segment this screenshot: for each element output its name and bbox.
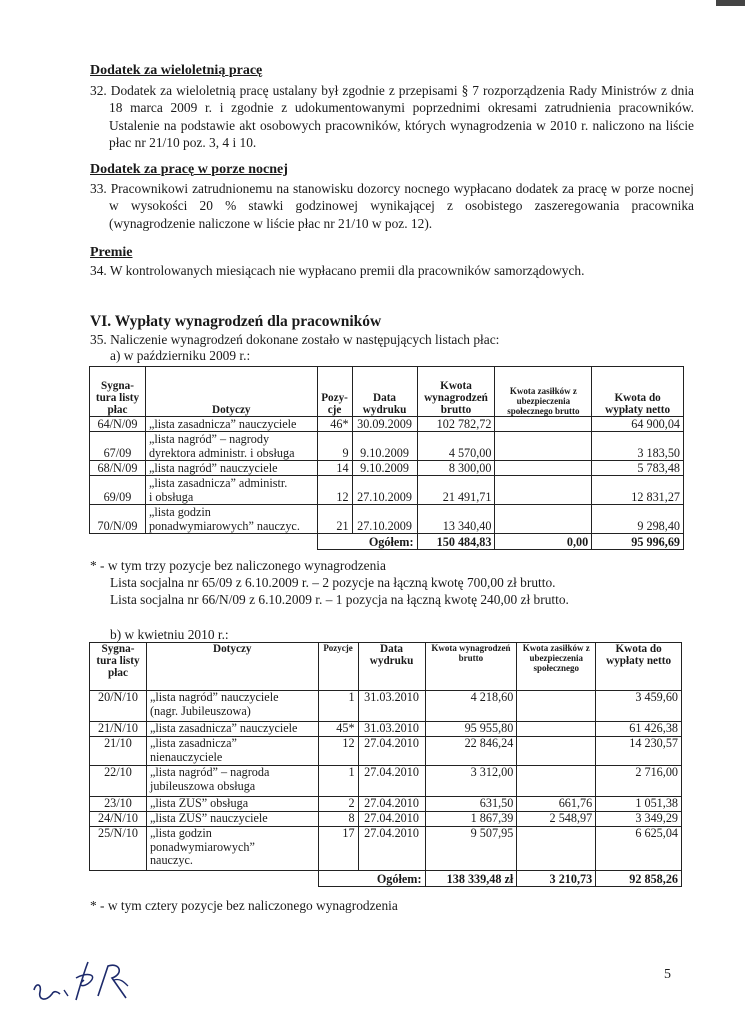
cell-zasilki: 2 548,97 — [517, 812, 596, 827]
cell-zasilki — [517, 737, 596, 766]
cell-brutto: 1 867,39 — [425, 812, 517, 827]
cell-netto: 14 230,57 — [596, 737, 682, 766]
paragraph-33: 33. Pracownikowi zatrudnionemu na stanowisku dozorcy nocnego wypłacano dodatek za pracę w porze nocnej w wysokości 20 % stawki godzinowej wynikającej z osobistego zaszeregowania pracownika (wynagrodzenie naliczone w liście płac nr 21/10 w poz. 12). — [90, 181, 694, 231]
cell-dotyczy: „lista nagród” – nagrody dyrektora administr. i obsługa — [145, 432, 317, 461]
cell-netto: 5 783,48 — [592, 461, 684, 476]
cell-netto: 3 459,60 — [596, 691, 682, 722]
cell-data: 9.10.2009 — [352, 432, 417, 461]
cell-sygnatura: 67/09 — [90, 432, 146, 461]
cell-data: 27.04.2010 — [358, 766, 425, 797]
cell-data: 30.09.2009 — [352, 417, 417, 432]
cell-sygnatura: 21/N/10 — [90, 722, 147, 737]
cell-brutto: 4 570,00 — [417, 432, 495, 461]
cell-brutto: 3 312,00 — [425, 766, 517, 797]
payroll-table-april-2010 — [89, 642, 682, 887]
cell-dotyczy: „lista ZUS” nauczyciele — [146, 812, 318, 827]
cell-sygnatura: 24/N/10 — [90, 812, 147, 827]
total-zasilki: 3 210,73 — [517, 871, 596, 887]
table-row — [90, 812, 682, 827]
social-list-note-1: Lista socjalna nr 65/09 z 6.10.2009 r. – 2 pozycje na łączną kwotę 700,00 zł brutto. — [110, 575, 556, 590]
col-header-kwota-brutto: Kwota wynagrodzeń brutto — [417, 367, 495, 417]
paragraph-34: 34. W kontrolowanych miesiącach nie wypłacano premii dla pracowników samorządowych. — [90, 263, 585, 278]
cell-data: 31.03.2010 — [358, 691, 425, 722]
cell-brutto: 13 340,40 — [417, 505, 495, 534]
cell-sygnatura: 68/N/09 — [90, 461, 146, 476]
cell-zasilki — [517, 691, 596, 722]
table-row — [90, 722, 682, 737]
cell-zasilki — [495, 432, 592, 461]
cell-data: 31.03.2010 — [358, 722, 425, 737]
page-number: 5 — [664, 967, 671, 982]
cell-dotyczy: „lista zasadnicza” nauczyciele — [145, 417, 317, 432]
cell-sygnatura: 70/N/09 — [90, 505, 146, 534]
section-vi-title: VI. Wypłaty wynagrodzeń dla pracowników — [90, 313, 382, 330]
col-header-sygnatura: Sygna- tura listy płac — [90, 643, 147, 691]
cell-pozycje: 9 — [317, 432, 352, 461]
cell-netto: 3 183,50 — [592, 432, 684, 461]
cell-pozycje: 12 — [318, 737, 358, 766]
col-header-pozycje: Pozycje — [318, 643, 358, 691]
cell-dotyczy: „lista zasadnicza” nienauczyciele — [146, 737, 318, 766]
total-label: Ogółem: — [318, 871, 425, 887]
table-row — [90, 737, 682, 766]
cell-sygnatura: 20/N/10 — [90, 691, 147, 722]
total-zasilki: 0,00 — [495, 534, 592, 550]
cell-netto: 12 831,27 — [592, 476, 684, 505]
cell-sygnatura: 21/10 — [90, 737, 147, 766]
cell-dotyczy: „lista godzin ponadwymiarowych” nauczyc. — [146, 827, 318, 871]
cell-pozycje: 12 — [317, 476, 352, 505]
cell-pozycje: 8 — [318, 812, 358, 827]
cell-dotyczy: „lista godzin ponadwymiarowych” nauczyc. — [145, 505, 317, 534]
col-header-kwota-brutto: Kwota wynagrodzeń brutto — [425, 643, 517, 691]
cell-pozycje: 21 — [317, 505, 352, 534]
cell-pozycje: 45* — [318, 722, 358, 737]
scan-edge-mark — [716, 0, 745, 6]
total-netto: 95 996,69 — [592, 534, 684, 550]
cell-sygnatura: 23/10 — [90, 797, 147, 812]
col-header-zasilki: Kwota zasiłków z ubezpieczenia społecznego brutto — [495, 367, 592, 417]
cell-netto: 6 625,04 — [596, 827, 682, 871]
cell-dotyczy: „lista nagród” nauczyciele — [145, 461, 317, 476]
heading-premie: Premie — [90, 245, 133, 260]
cell-zasilki — [517, 722, 596, 737]
cell-dotyczy: „lista nagród” nauczyciele (nagr. Jubileuszowa) — [146, 691, 318, 722]
cell-brutto: 21 491,71 — [417, 476, 495, 505]
social-list-note-2: Lista socjalna nr 66/N/09 z 6.10.2009 r. – 1 pozycja na łączną kwotę 240,00 zł brutto. — [110, 592, 569, 607]
cell-brutto: 8 300,00 — [417, 461, 495, 476]
cell-zasilki — [517, 827, 596, 871]
total-label: Ogółem: — [317, 534, 417, 550]
cell-brutto: 102 782,72 — [417, 417, 495, 432]
heading-dodatek-nocny: Dodatek za pracę w porze nocnej — [90, 162, 288, 177]
cell-zasilki: 661,76 — [517, 797, 596, 812]
subsection-b-label: b) w kwietniu 2010 r.: — [110, 627, 229, 642]
cell-brutto: 9 507,95 — [425, 827, 517, 871]
cell-netto: 1 051,38 — [596, 797, 682, 812]
table-row — [90, 417, 684, 432]
col-header-zasilki: Kwota zasiłków z ubezpieczenia społecznego — [517, 643, 596, 691]
cell-pozycje: 14 — [317, 461, 352, 476]
cell-netto: 2 716,00 — [596, 766, 682, 797]
table-row — [90, 797, 682, 812]
cell-netto: 9 298,40 — [592, 505, 684, 534]
cell-netto: 64 900,04 — [592, 417, 684, 432]
col-header-pozycje: Pozy- cje — [317, 367, 352, 417]
col-header-netto: Kwota do wypłaty netto — [596, 643, 682, 691]
cell-pozycje: 46* — [317, 417, 352, 432]
table-row — [90, 461, 684, 476]
table-a-footnote: * - w tym trzy pozycje bez naliczonego wynagrodzenia — [90, 558, 386, 573]
cell-dotyczy: „lista zasadnicza” administr. i obsługa — [145, 476, 317, 505]
table-b-footnote: * - w tym cztery pozycje bez naliczonego wynagrodzenia — [90, 898, 398, 913]
table-total-row — [90, 534, 684, 550]
total-brutto: 150 484,83 — [417, 534, 495, 550]
cell-sygnatura: 25/N/10 — [90, 827, 147, 871]
cell-sygnatura: 22/10 — [90, 766, 147, 797]
cell-data: 27.04.2010 — [358, 827, 425, 871]
table-row — [90, 827, 682, 871]
cell-sygnatura: 69/09 — [90, 476, 146, 505]
col-header-dotyczy: Dotyczy — [145, 367, 317, 417]
cell-pozycje: 2 — [318, 797, 358, 812]
table-row — [90, 691, 682, 722]
cell-data: 27.10.2009 — [352, 476, 417, 505]
cell-pozycje: 1 — [318, 691, 358, 722]
heading-dodatek-wieloletnia: Dodatek za wieloletnią pracę — [90, 63, 263, 78]
total-brutto: 138 339,48 zł — [425, 871, 517, 887]
table-row — [90, 476, 684, 505]
cell-data: 27.04.2010 — [358, 737, 425, 766]
cell-brutto: 4 218,60 — [425, 691, 517, 722]
table-row — [90, 766, 682, 797]
table-total-row — [90, 871, 682, 887]
cell-zasilki — [495, 476, 592, 505]
table-header-row — [90, 367, 684, 417]
cell-dotyczy: „lista ZUS” obsługa — [146, 797, 318, 812]
cell-dotyczy: „lista nagród” – nagroda jubileuszowa obsługa — [146, 766, 318, 797]
cell-netto: 3 349,29 — [596, 812, 682, 827]
paragraph-35: 35. Naliczenie wynagrodzeń dokonane zostało w następujących listach płac: — [90, 332, 500, 347]
table-row — [90, 505, 684, 534]
cell-brutto: 631,50 — [425, 797, 517, 812]
handwritten-signature — [28, 956, 138, 1008]
col-header-data: Data wydruku — [352, 367, 417, 417]
cell-data: 9.10.2009 — [352, 461, 417, 476]
cell-dotyczy: „lista zasadnicza” nauczyciele — [146, 722, 318, 737]
col-header-data: Data wydruku — [358, 643, 425, 691]
cell-zasilki — [495, 505, 592, 534]
paragraph-32: 32. Dodatek za wieloletnią pracę ustalany był zgodnie z przepisami § 7 rozporządzenia Rady Ministrów z dnia 18 marca 2009 r. i zgodnie z udokumentowanymi poprzednimi okresami zatrudnienia pracowników. Ustalenie na podstawie akt osobowych pracowników, których wynagrodzenia w 2010 r. naliczono na liście płac nr 21/10 poz. 3, 4 i 10. — [90, 83, 694, 150]
cell-pozycje: 1 — [318, 766, 358, 797]
total-netto: 92 858,26 — [596, 871, 682, 887]
cell-zasilki — [517, 766, 596, 797]
payroll-table-october-2009 — [89, 366, 684, 550]
col-header-netto: Kwota do wypłaty netto — [592, 367, 684, 417]
table-row — [90, 432, 684, 461]
cell-data: 27.10.2009 — [352, 505, 417, 534]
cell-data: 27.04.2010 — [358, 797, 425, 812]
cell-zasilki — [495, 461, 592, 476]
cell-zasilki — [495, 417, 592, 432]
col-header-sygnatura: Sygna- tura listy płac — [90, 367, 146, 417]
col-header-dotyczy: Dotyczy — [146, 643, 318, 691]
cell-sygnatura: 64/N/09 — [90, 417, 146, 432]
cell-pozycje: 17 — [318, 827, 358, 871]
cell-data: 27.04.2010 — [358, 812, 425, 827]
table-header-row — [90, 643, 682, 691]
subsection-a-label: a) w październiku 2009 r.: — [110, 348, 251, 363]
cell-netto: 61 426,38 — [596, 722, 682, 737]
cell-brutto: 22 846,24 — [425, 737, 517, 766]
cell-brutto: 95 955,80 — [425, 722, 517, 737]
